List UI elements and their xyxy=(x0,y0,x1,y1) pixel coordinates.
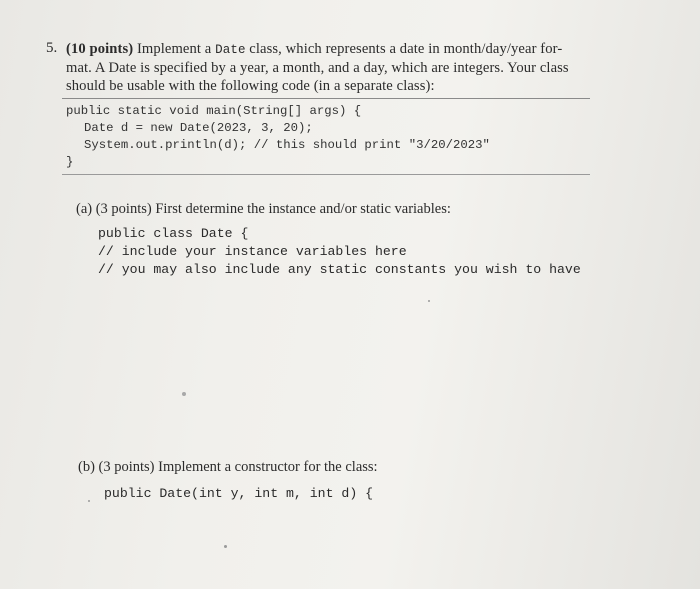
part-b-label: (b) (3 points) Implement a constructor for the class: xyxy=(78,459,378,475)
paper-speck xyxy=(428,300,430,302)
part-a-code-class: public class Date { xyxy=(98,226,249,241)
prompt-line-1-start: Implement a xyxy=(136,41,212,57)
prompt-line-2: mat. A Date is specified by a year, a month, and a day, which are integers. Your class xyxy=(66,60,569,76)
prompt-line-1-end: class, which represents a date in month/day/year for- xyxy=(249,41,563,57)
part-a-label: (a) (3 points) First determine the instance and/or static variables: xyxy=(76,201,451,217)
code-line-date: Date d = new Date(2023, 3, 20); xyxy=(84,121,313,135)
part-b-code-constructor: public Date(int y, int m, int d) { xyxy=(104,486,374,501)
paper-speck xyxy=(182,392,186,396)
code-line-println: System.out.println(d); // this should print "3/20/2023" xyxy=(84,138,490,152)
prompt-line-3: should be usable with the following code (in a separate class): xyxy=(66,78,435,94)
part-a-code-comment-2: // you may also include any static constants you wish to have xyxy=(98,262,581,277)
code-line-main: public static void main(String[] args) { xyxy=(66,104,362,118)
question-points: (10 points) xyxy=(66,41,134,57)
example-code-block xyxy=(62,98,590,175)
paper-speck xyxy=(224,545,227,548)
part-a-code-comment-1: // include your instance variables here xyxy=(98,244,407,259)
question-number: 5. xyxy=(46,40,58,56)
class-name-code: Date xyxy=(215,43,246,57)
paper-speck xyxy=(88,500,90,502)
code-line-close-brace: } xyxy=(66,155,74,169)
prompt-line-1 xyxy=(66,40,596,59)
question-prompt xyxy=(66,40,596,95)
